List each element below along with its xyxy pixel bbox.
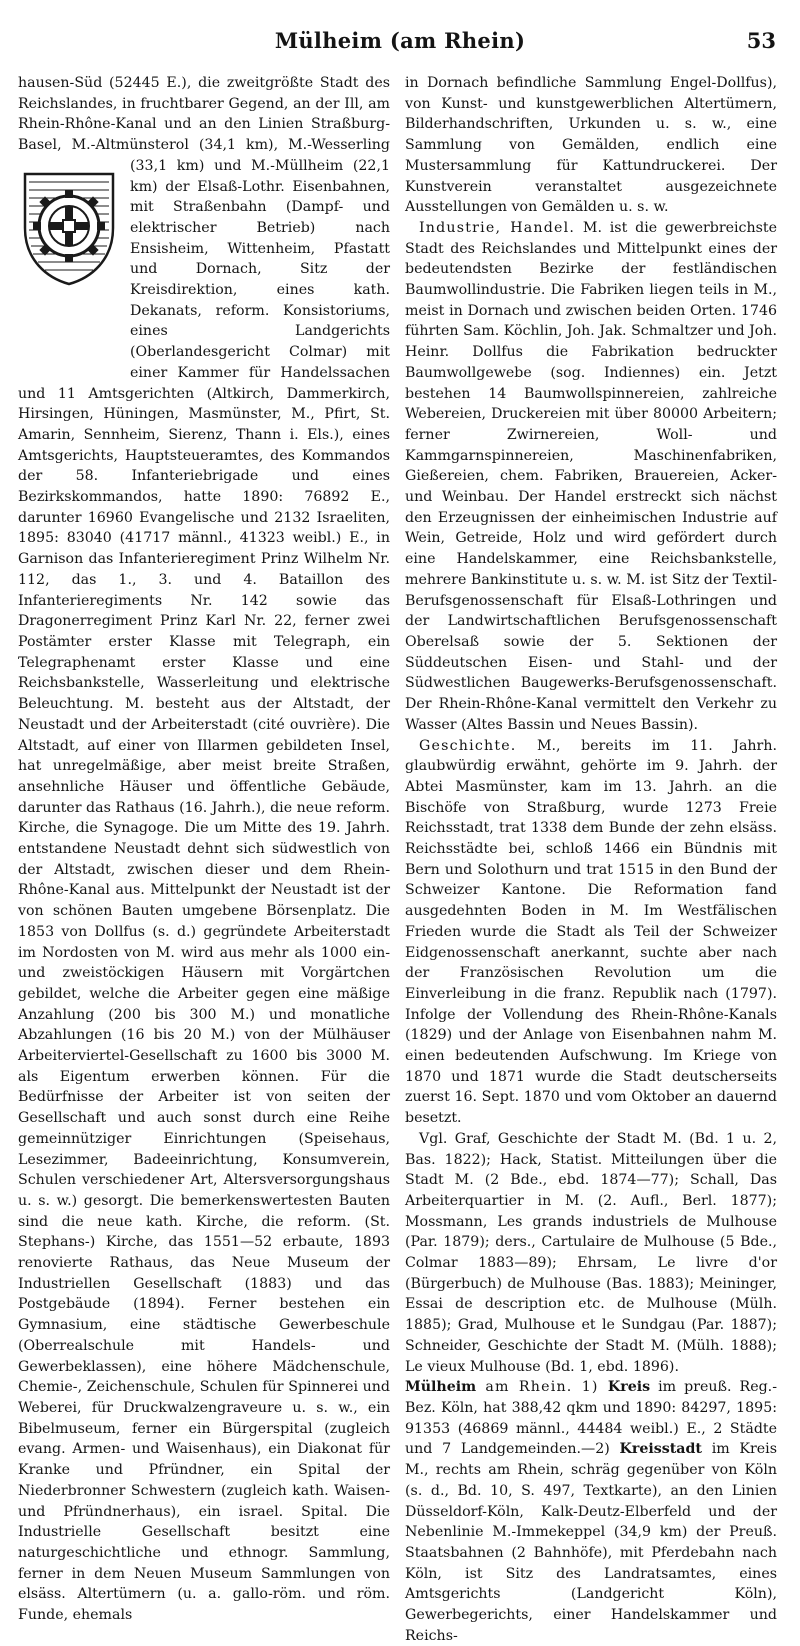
section-label-history: Geschichte. xyxy=(419,737,517,754)
entry-muelheim-am-rhein xyxy=(405,1377,777,1646)
coat-of-arms-icon xyxy=(18,162,120,362)
paragraph-collections: in Dornach befindliche Sammlung Engel-Dollfus), von Kunst- und kunstgewerblichen Altertümern, Bilderhandschriften, Urkunden u. s. w., eine Sammlung von Gemälden, endlich eine Mustersammlung für Kattundruckerei. Der Kunstverein veranstaltet ausgezeichnete Ausstellungen von Gemälden u. s. w. xyxy=(405,75,777,216)
running-title: Mülheim (am Rhein) xyxy=(274,28,526,53)
history-text: M., bereits im 11. Jahrh. glaubwürdig erwähnt, gehörte im 9. Jahrh. der Abtei Masmünster, kam im 13. Jahrh. an die Bischöfe von Straßburg, wurde 1273 Freie Reichsstadt, trat 1338 dem Bunde der zehn elsäss. Reichsstädte bei, schloß 1466 ein Bündnis mit Bern und Solothurn und trat 1515 in den Bund der Schweizer Kantone. Die Reformation fand ausgedehnten Boden in M. Im Westfälischen Frieden wurde die Stadt als Teil der Schweizer Eidgenossenschaft anerkannt, suchte aber nach der Französischen Revolution um die Einverleibung in die franz. Republik nach (1797). Infolge der Vollendung des Rhein-Rhône-Kanals (1829) und der Anlage von Eisenbahnen nahm M. einen bedeutenden Aufschwung. Im Kriege von 1870 und 1871 wurde die Stadt deutscherseits zuerst 16. Sept. 1870 und vom Oktober an dauernd besetzt. xyxy=(405,737,777,1127)
mill-wheel-shield-icon xyxy=(18,168,120,288)
article-intro xyxy=(18,73,390,1626)
left-column xyxy=(18,73,390,1624)
entry-kreis-label: Kreis xyxy=(607,1379,651,1396)
entry-kreisstadt-label: Kreisstadt xyxy=(619,1441,702,1458)
paragraph-literature: Vgl. Graf, Geschichte der Stadt M. (Bd. 1 u. 2, Bas. 1822); Hack, Statist. Mitteilungen über die Stadt M. (2 Bde., ebd. 1874—77); Schall, Das Arbeiterquartier in M. (2. Aufl., Berl. 1877); Mossmann, Les grands industriels de Mulhouse (Par. 1879); ders., Cartulaire de Mulhouse (5 Bde., Colmar 1883—89); Ehrsam, Le livre d'or (Bürgerbuch) de Mulhouse (Bas. 1883); Meininger, Essai de description etc. de Mulhouse (Mülh. 1885); Grad, Mulhouse et le Sundgau (Par. 1887); Schneider, Geschichte der Stadt M. (Mülh. 1888); Le vieux Mulhouse (Bd. 1, ebd. 1896). xyxy=(405,1130,777,1375)
entry-headword: Mülheim xyxy=(405,1379,477,1396)
page-header xyxy=(0,28,800,56)
paragraph-industry xyxy=(405,218,777,736)
industry-text: M. ist die gewerbreichste Stadt des Reichslandes und Mittelpunkt eines der bedeutendsten Bezirke der festländischen Baumwollindustrie. Die Fabriken liegen teils in M., meist in Dornach und zwischen beiden Orten. 1746 führten Sam. Köchlin, Joh. Jak. Schmaltzer und Joh. Heinr. Dollfus die Fabrikation bedruckter Baumwollgewebe (sog. Indiennes) ein. Jetzt bestehen 14 Baumwollspinnereien, zahlreiche Webereien, Druckereien mit über 80000 Arbeitern; ferner Zwirnereien, Woll- und Kammgarnspinnereien, Maschinenfabriken, Gießereien, chem. Fabriken, Brauereien, Acker- und Weinbau. Der Handel erstreckt sich nächst den Erzeugnissen der einheimischen Industrie auf Wein, Getreide, Holz und wird gefördert durch eine Handelskammer, eine Reichsbankstelle, mehrere Bankinstitute u. s. w. M. ist Sitz der Textil-Berufsgenossenschaft für Elsaß-Lothringen und der Landwirtschaftlichen Berufsgenossenschaft Oberelsaß sowie der 5. Sektionen der Süddeutschen Eisen- und Stahl- und der Südwestlichen Baugewerks-Berufsgenossenschaft. Der Rhein-Rhône-Kanal vermittelt den Verkehr zu Wasser (Altes Bassin und Neues Bassin). xyxy=(405,219,778,733)
page-number: 53 xyxy=(746,28,776,53)
section-label-industry: Industrie, Handel. xyxy=(419,219,576,236)
entry-text-c: im Kreis M., rechts am Rhein, schräg gegenüber von Köln (s. d., Bd. 10, S. 497, Textkarte), an den Linien Düsseldorf-Köln, Kalk-Deutz-Elberfeld und der Nebenlinie M.-Immekeppel (34,9 km) der Preuß. Staatsbahnen (2 Bahnhöfe), mit Pferdebahn nach Köln, ist Sitz des Landratsamtes, eines Amtsgerichts (Landgericht Köln), Gewerbegerichts, einer Handelskammer und Reichs- xyxy=(405,1441,778,1644)
entry-text-b: im preuß. Reg.-Bez. Köln, hat 388,42 qkm und 1890: 84297, 1895: 91353 (46869 männl., 44484 weibl.) E., 2 Städte und 7 Landgemeinden.—2) xyxy=(405,1379,777,1458)
article-text-after-crest: (33,1 km) und M.-Müllheim (22,1 km) der Elsaß-Lothr. Eisenbahnen, mit Straßenbahn (Dampf- und elektrischer Betrieb) nach Ensisheim, Wittenheim, Pfastatt und Dornach, Sitz der Kreisdirektion, eines kath. Dekanats, reform. Konsistoriums, eines Landgerichts (Oberlandesgericht Colmar) mit einer Kammer für Handelssachen und 11 Amtsgerichten (Altkirch, Dammerkirch, Hirsingen, Hüningen, Masmünster, M., Pfirt, St. Amarin, Sennheim, Sierenz, Thann i. Els.), eines Amtsgerichts, Hauptsteueramtes, des Kommandos der 58. Infanteriebrigade und eines Bezirkskommandos, hatte 1890: 76892 E., darunter 16960 Evangelische und 2132 Israeliten, 1895: 83040 (41717 männl., 41323 weibl.) E., in Garnison das Infanterieregiment Prinz Wilhelm Nr. 112, das 1., 3. und 4. Bataillon des Infanterieregiments Nr. 142 sowie das Dragonerregiment Prinz Karl Nr. 22, ferner zwei Postämter erster Klasse mit Telegraph, ein Telegraphenamt erster Klasse und eine Reichsbankstelle, Wasserleitung und elektrische Beleuchtung. M. besteht aus der Altstadt, der Neustadt und der Arbeiterstadt (cité ouvrière). Die Altstadt, auf einer von Illarmen gebildeten Insel, hat unregelmäßige, aber meist breite Straßen, ansehnliche Häuser und öffentliche Gebäude, darunter das Rathaus (16. Jahrh.), die neue reform. Kirche, die Synagoge. Die um Mitte des 19. Jahrh. entstandene Neustadt dehnt sich südwestlich von der Altstadt, zwischen dieser und dem Rhein-Rhône-Kanal aus. Mittelpunkt der Neustadt ist der von schönen Bauten umgebene Börsenplatz. Die 1853 von Dollfus (s. d.) gegründete Arbeiterstadt im Nordosten von M. wird aus mehr als 1000 ein- und zweistöckigen Häusern mit Vorgärtchen gebildet, welche die Arbeiter gegen eine mäßige Anzahlung (200 bis 300 M.) und monatliche Abzahlungen (16 bis 20 M.) von der Mülhäuser Arbeiterviertel-Gesellschaft zu 1600 bis 3000 M. als Eigentum erwerben können. Für die Bedürfnisse der Arbeiter ist von seiten der Gesellschaft und auch sonst durch eine Reihe gemeinnütziger Einrichtungen (Speisehaus, Lesezimmer, Badeeinrichtung, Konsumverein, Schulen verschiedener Art, Altersversorgungshaus u. s. w.) gesorgt. Die bemerkenswertesten Bauten sind die neue kath. Kirche, die reform. (St. Stephans-) Kirche, das 1551—52 erbaute, 1893 renovierte Rathaus, das Neue Museum der Industriellen Gesellschaft (1883) und das Postgebäude (1894). Ferner bestehen ein Gymnasium, eine städtische Gewerbeschule (Oberrealschule mit Handels- und Gewerbeklassen), eine höhere Mädchenschule, Chemie-, Zeichenschule, Schulen für Spinnerei und Weberei, für Druckwalzengraveure u. s. w., ein Bibelmuseum, ferner ein Bürgerspital (zugleich evang. Armen- und Waisenhaus), ein Diakonat für Kranke und Pfründner, ein Spital der Niederbronner Schwestern (zugleich kath. Waisen- und Pfründnerhaus), ein israel. Spital. Die Industrielle Gesellschaft besitzt eine naturgeschichtliche und ethnogr. Sammlung, ferner in dem Neuen Museum Sammlungen von elsäss. Altertümern (u. a. gallo-röm. und röm. Funde, ehemals xyxy=(18,157,390,1624)
article-text-before-crest: hausen-Süd (52445 E.), die zweitgrößte Stadt des Reichslandes, in fruchtbarer Gegend, an der Ill, am Rhein-Rhône-Kanal und an den Linien Straßburg-Basel, M.-Altmünsterol (34,1 km), M.-Wesserling xyxy=(18,75,390,154)
right-column xyxy=(405,73,778,1644)
entry-text-a: am Rhein. 1) xyxy=(476,1379,608,1396)
paragraph-history xyxy=(405,736,777,1129)
